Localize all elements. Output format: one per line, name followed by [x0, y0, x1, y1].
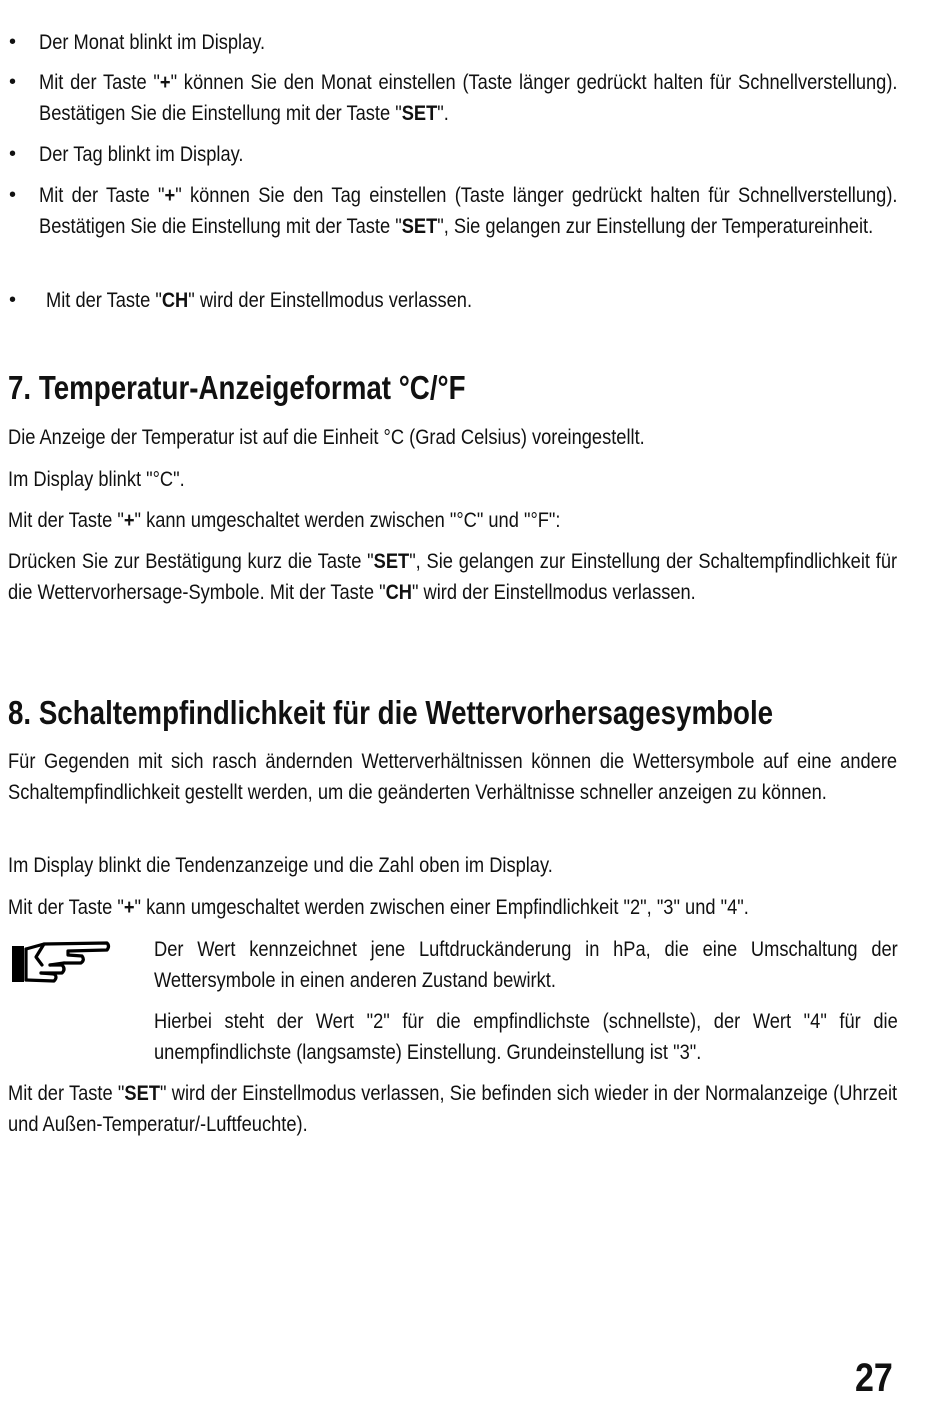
bullet-marker: •: [9, 31, 17, 53]
bullet-text: Mit der Taste "CH" wird der Einstellmodus verlassen.: [46, 288, 473, 312]
bullet-text: Der Monat blinkt im Display.: [39, 30, 266, 54]
paragraph: Drücken Sie zur Bestätigung kurz die Taste "SET", Sie gelangen zur Einstellung der Schaltempfindlichkeit für die Wettervorhersage-Symbole. Mit der Taste "CH" wird der Einstellmodus verlassen.: [8, 549, 898, 604]
bullet-marker: •: [9, 289, 17, 311]
paragraph: Mit der Taste "SET" wird der Einstellmodus verlassen, Sie befinden sich wieder in der Normalanzeige (Uhrzeit und Außen-Temperatur/-Luftfeuchte).: [8, 1081, 898, 1136]
bullet-text: Der Tag blinkt im Display.: [39, 142, 244, 166]
bullet-text: Mit der Taste "+" können Sie den Monat einstellen (Taste länger gedrückt halten für Schnellverstellung). Bestätigen Sie die Einstellung mit der Taste "SET".: [39, 70, 898, 125]
paragraph: Mit der Taste "+" kann umgeschaltet werden zwischen einer Empfindlichkeit "2", "3" und "4".: [8, 895, 749, 919]
paragraph: Im Display blinkt die Tendenzanzeige und die Zahl oben im Display.: [8, 853, 553, 877]
page-number: 27: [855, 1356, 893, 1400]
note-paragraph: Hierbei steht der Wert "2" für die empfindlichste (schnellste), der Wert "4" für die unempfindlichste (langsamste) Einstellung. Grundeinstellung ist "3".: [154, 1009, 898, 1064]
bullet-marker: •: [9, 143, 17, 165]
bullet-marker: •: [9, 184, 17, 206]
paragraph: Im Display blinkt "°C".: [8, 467, 185, 491]
bullet-marker: •: [9, 71, 17, 93]
paragraph: Mit der Taste "+" kann umgeschaltet werden zwischen "°C" und "°F":: [8, 508, 561, 532]
section-heading: 8. Schaltempfindlichkeit für die Wettervorhersagesymbole: [8, 694, 774, 731]
paragraph: Die Anzeige der Temperatur ist auf die Einheit °C (Grad Celsius) voreingestellt.: [8, 425, 645, 449]
bullet-text: Mit der Taste "+" können Sie den Tag einstellen (Taste länger gedrückt halten für Schnellverstellung). Bestätigen Sie die Einstellung mit der Taste "SET", Sie gelangen zur Einstellung der Temperatureinheit.: [39, 183, 898, 238]
paragraph: Für Gegenden mit sich rasch ändernden Wetterverhältnissen können die Wettersymbole auf eine andere Schaltempfindlichkeit gestellt werden, um die geänderten Verhältnisse schneller anzeigen zu können.: [8, 749, 898, 804]
note-paragraph: Der Wert kennzeichnet jene Luftdruckänderung in hPa, die eine Umschaltung der Wettersymbole in einen anderen Zustand bewirkt.: [154, 937, 898, 992]
pointing-hand-icon: [10, 937, 112, 989]
section-heading: 7. Temperatur-Anzeigeformat °C/°F: [8, 369, 466, 406]
